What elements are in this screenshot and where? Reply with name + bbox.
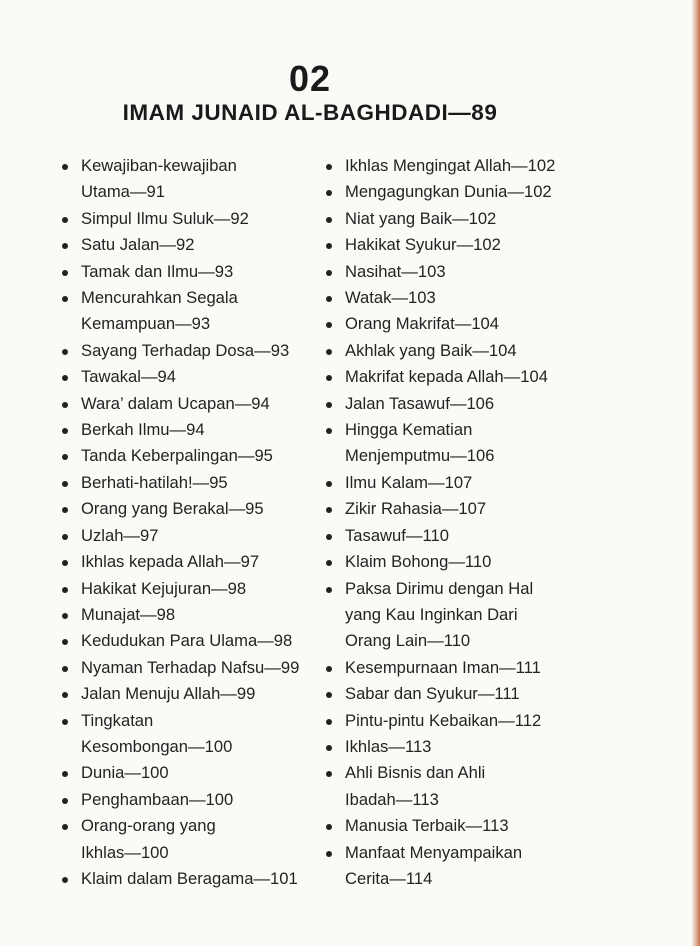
toc-entry: Nasihat—103 xyxy=(324,259,604,285)
toc-entry: Wara’ dalam Ucapan—94 xyxy=(60,391,330,417)
toc-entry: Watak—103 xyxy=(324,285,604,311)
toc-entry: Kesempurnaan Iman—111 xyxy=(324,655,604,681)
toc-entry: Ilmu Kalam—107 xyxy=(324,470,604,496)
toc-entry: Jalan Tasawuf—106 xyxy=(324,391,604,417)
toc-entry: Berhati-hatilah!—95 xyxy=(60,470,330,496)
toc-entry: Mengagungkan Dunia—102 xyxy=(324,179,604,205)
toc-entry: Niat yang Baik—102 xyxy=(324,206,604,232)
toc-entry: Paksa Dirimu dengan Hal yang Kau Inginkan Dari Orang Lain—110 xyxy=(324,576,545,655)
toc-entry: Manfaat Menyampaikan Cerita—114 xyxy=(324,840,555,893)
toc-entry: Tingkatan Kesombongan—100 xyxy=(60,708,246,761)
toc-right-column xyxy=(324,153,604,892)
toc-entry: Uzlah—97 xyxy=(60,523,330,549)
toc-entry: Mencurahkan Segala Kemampuan—93 xyxy=(60,285,256,338)
toc-entry: Jalan Menuju Allah—99 xyxy=(60,681,330,707)
toc-entry: Orang-orang yang Ikhlas—100 xyxy=(60,813,251,866)
toc-entry: Kedudukan Para Ulama—98 xyxy=(60,628,330,654)
toc-entry: Tamak dan Ilmu—93 xyxy=(60,259,330,285)
toc-entry: Orang Makrifat—104 xyxy=(324,311,604,337)
toc-entry: Ikhlas Mengingat Allah—102 xyxy=(324,153,604,179)
chapter-number: 02 xyxy=(288,58,332,99)
toc-entry: Hingga Kematian Menjemputmu—106 xyxy=(324,417,515,470)
toc-entry: Satu Jalan—92 xyxy=(60,232,330,258)
toc-entry: Sayang Terhadap Dosa—93 xyxy=(60,338,330,364)
toc-entry: Simpul Ilmu Suluk—92 xyxy=(60,206,330,232)
toc-entry: Nyaman Terhadap Nafsu—99 xyxy=(60,655,330,681)
toc-entry: Ahli Bisnis dan Ahli Ibadah—113 xyxy=(324,760,520,813)
toc-entry: Pintu-pintu Kebaikan—112 xyxy=(324,708,604,734)
toc-entry: Munajat—98 xyxy=(60,602,330,628)
chapter-title: IMAM JUNAID AL-BAGHDADI—89 xyxy=(122,100,498,125)
toc-left-column xyxy=(60,153,330,892)
toc-entry: Ikhlas kepada Allah—97 xyxy=(60,549,330,575)
toc-entry: Akhlak yang Baik—104 xyxy=(324,338,604,364)
toc-entry: Sabar dan Syukur—111 xyxy=(324,681,604,707)
toc-entry: Makrifat kepada Allah—104 xyxy=(324,364,604,390)
toc-entry: Tawakal—94 xyxy=(60,364,330,390)
toc-entry: Tanda Keberpalingan—95 xyxy=(60,443,330,469)
toc-entry: Penghambaan—100 xyxy=(60,787,330,813)
toc-entry: Kewajiban-kewajiban Utama—91 xyxy=(60,153,256,206)
toc-entry: Klaim Bohong—110 xyxy=(324,549,604,575)
toc-entry: Hakikat Kejujuran—98 xyxy=(60,576,330,602)
toc-entry: Ikhlas—113 xyxy=(324,734,604,760)
toc-entry: Berkah Ilmu—94 xyxy=(60,417,330,443)
toc-entry: Tasawuf—110 xyxy=(324,523,604,549)
toc-entry: Hakikat Syukur—102 xyxy=(324,232,604,258)
toc-entry: Manusia Terbaik—113 xyxy=(324,813,604,839)
toc-entry: Orang yang Berakal—95 xyxy=(60,496,330,522)
toc-entry: Zikir Rahasia—107 xyxy=(324,496,604,522)
page-edge xyxy=(692,0,700,946)
toc-entry: Dunia—100 xyxy=(60,760,330,786)
toc-entry: Klaim dalam Beragama—101 xyxy=(60,866,330,892)
